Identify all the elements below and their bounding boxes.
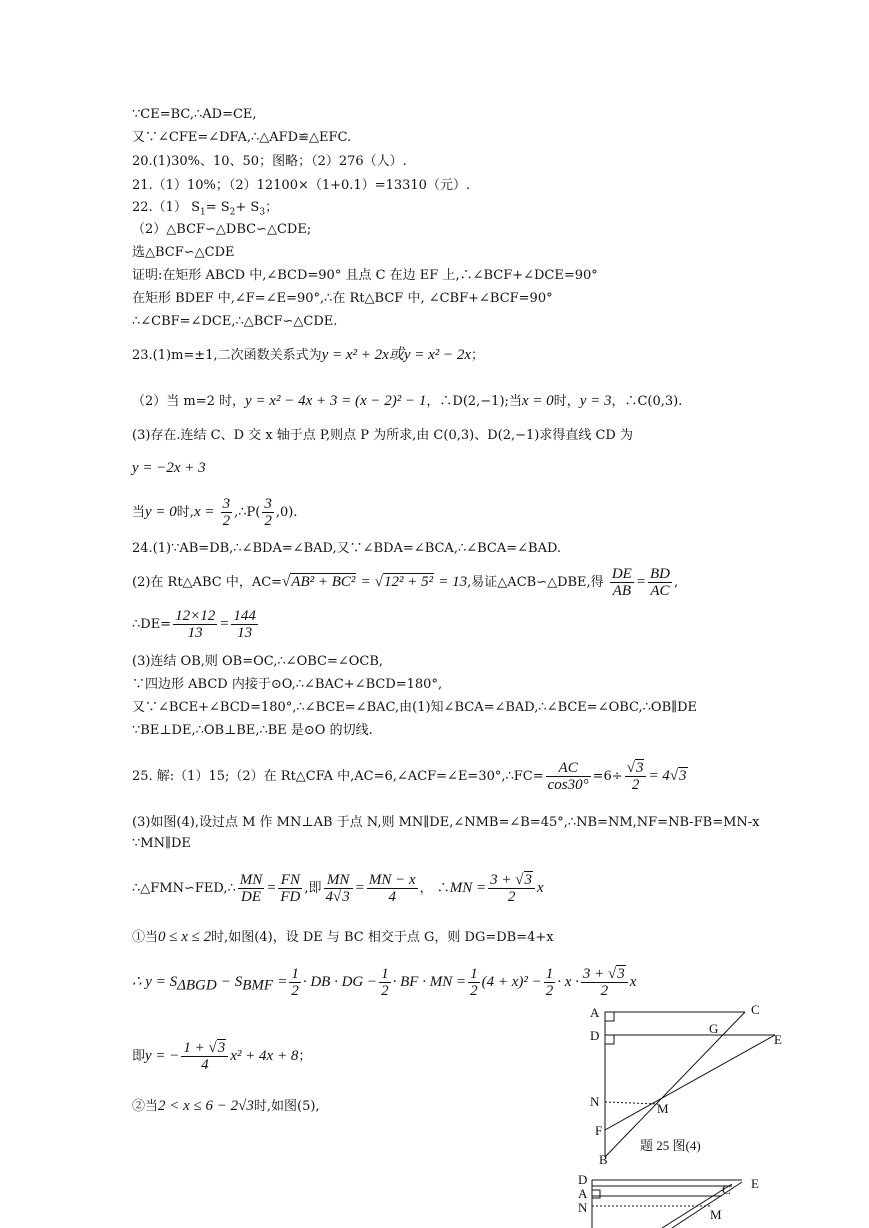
text-segment: 时,如图(5),	[253, 1099, 320, 1114]
fraction: $\frac{DE}{AB}$	[611, 566, 632, 599]
segment-bc	[605, 1012, 745, 1157]
text-line: 即y = − $\frac{1 + √3}{4}$ x² + 4x + 8；	[132, 1040, 312, 1073]
text-segment: 时，	[553, 394, 580, 409]
text-segment: 时,如图(4)，设 DE 与 BC 相交于点 G，则 DG=DB=4+x	[211, 930, 554, 945]
figure-25-4	[585, 1000, 800, 1170]
fraction: $\frac{1}{2}$	[291, 966, 299, 999]
label-c: C	[751, 1002, 760, 1017]
text-line	[132, 199, 278, 222]
text-line: (2)在 Rt△ABC 中，AC=√AB² + BC² = √12² + 5² = 13,易证△ACB∽△DBE,得 $\frac{DE}{AB}$ = $\frac{BD}{AC}$ ,	[132, 566, 679, 599]
text-line: ∴ $y = S_{\Delta BGD} - S_{BMF}$ = $\frac{1}{2}$ · DB · DG − $\frac{1}{2}$ · BF · MN = $\frac{1}{2}$ (4 + x)² − $\frac{1}{2}$ · x · $\frac{3 + √3}{2}$ x	[132, 966, 637, 999]
text-segment: （2）当 m=2 时，	[132, 394, 246, 409]
text-segment: 时,	[176, 505, 194, 520]
text-segment: ,即	[304, 881, 322, 896]
text-line: 选△BCF∽△CDE	[132, 245, 235, 260]
text-segment: ， ∴	[419, 881, 450, 896]
label-g: G	[709, 1021, 719, 1036]
fraction: $\frac{AC}{\cos 30^\circ}$	[547, 760, 589, 793]
fraction: $\frac{3 + √3}{2}$	[581, 966, 628, 999]
text-segment: ②当	[132, 1099, 159, 1114]
text-line: 24.(1)∵AB=DB,∴∠BDA=∠BAD,又∵∠BDA=∠BCA,∴∠BCA=∠BAD.	[132, 541, 562, 556]
label-b: B	[599, 1152, 608, 1167]
fraction: $\frac{MN - x}{4}$	[368, 872, 416, 905]
math-expression: x =	[193, 504, 215, 520]
text-segment: ∴△FMN∽FED,∴	[132, 881, 236, 896]
text-line: （2）△BCF∽△DBC∽△CDE;	[132, 222, 312, 237]
text-line: ∴DE= $\frac{12\times 12}{13}$ = $\frac{144}{13}$	[132, 608, 256, 641]
text-line: (3)连结 OB,则 OB=OC,∴∠OBC=∠OCB,	[132, 654, 384, 669]
text-line: 20.(1)30%、10、50；图略；（2）276（人）.	[132, 154, 407, 169]
math-expression: = 4	[648, 768, 670, 784]
fraction: $\frac{MN}{4√3}$	[324, 872, 353, 905]
label-d: D	[590, 1028, 600, 1043]
text-line: 又∵∠CFE=∠DFA,∴△AFD≌△EFC.	[132, 130, 352, 145]
fraction: $\frac{1}{2}$	[470, 966, 478, 999]
fraction: $\frac{√3}{2}$	[625, 760, 647, 793]
text-segment: ①当	[132, 930, 159, 945]
text-segment: 当	[132, 505, 146, 520]
math-expression: =	[360, 574, 371, 590]
math-expression: 2 < x ≤ 6 − 2√3	[158, 1098, 254, 1114]
text-segment: (2)在 Rt△ABC 中，AC=	[132, 575, 283, 590]
text-line: ∵MN∥DE	[132, 836, 191, 851]
figure-25-5	[572, 1172, 772, 1228]
fraction: $\frac{1}{2}$	[381, 966, 389, 999]
figure-caption: 题 25 图(4)	[640, 1138, 701, 1153]
right-angle-a	[605, 1012, 614, 1021]
text-segment: 22.（1） S	[132, 200, 200, 215]
label-d: D	[578, 1172, 588, 1187]
text-segment: 25. 解:（1）15;（2）在 Rt△CFA 中,AC=6,∠ACF=∠E=30°,∴FC=	[132, 769, 544, 784]
label-f: F	[595, 1123, 603, 1138]
text-line	[132, 459, 206, 478]
math-expression: y = 0	[145, 504, 177, 520]
text-line: ∵四边形 ABCD 内接于⊙O,∴∠BAC+∠BCD=180°,	[132, 677, 443, 692]
text-segment: ,0).	[275, 505, 298, 520]
label-e: E	[774, 1032, 782, 1047]
text-line: 25. 解:（1）15;（2）在 Rt△CFA 中,AC=6,∠ACF=∠E=30°,∴FC= $\frac{AC}{\cos 30^\circ}$ =6÷ $\frac{√3}{2}$ = 4√3	[132, 760, 687, 793]
fraction: $\frac{144}{13}$	[233, 608, 256, 641]
math-expression: √12² + 5²	[374, 574, 434, 590]
text-segment: + S	[235, 200, 260, 215]
text-line	[132, 392, 682, 411]
text-segment: 即	[132, 1049, 146, 1064]
text-line	[132, 346, 484, 365]
math-expression: y = x² + 2x或y = x² − 2x	[321, 347, 472, 363]
label-a: A	[578, 1186, 588, 1201]
text-line: ∴∠CBF=∠DCE,∴△BCF∽△CDE.	[132, 314, 338, 329]
text-line	[132, 1097, 320, 1116]
text-segment: ,易证△ACB∽△DBE,得	[467, 575, 604, 590]
subscript: 2	[229, 207, 236, 218]
math-expression: = 13	[438, 574, 468, 590]
label-m: M	[657, 1101, 669, 1116]
text-line	[132, 928, 554, 947]
segment-fe	[672, 1182, 742, 1228]
label-n: N	[578, 1200, 588, 1215]
math-expression: ∴ y = S	[132, 974, 178, 990]
math-expression: y = −2x + 3	[132, 460, 206, 476]
fraction: $\frac{1}{2}$	[545, 966, 554, 999]
label-m: M	[710, 1207, 722, 1222]
text-line: 又∵∠BCE+∠BCD=180°,∴∠BCE=∠BAC,由(1)知∠BCA=∠BAD,∴∠BCE=∠OBC,∴OB∥DE	[132, 700, 698, 715]
text-line: (3)存在.连结 C、D 交 x 轴于点 P,则点 P 为所求,由 C(0,3)、D(2,−1)求得直线 CD 为	[132, 428, 633, 443]
fraction: $\frac{12\times 12}{13}$	[175, 608, 216, 641]
fraction: $\frac{3}{2}$	[264, 496, 272, 529]
text-segment: ；	[265, 200, 279, 215]
text-line: (3)如图(4),设过点 M 作 MN⊥AB 于点 N,则 MN∥DE,∠NMB=∠B=45°,∴NB=NM,NF=NB-FB=MN-x	[132, 815, 760, 830]
text-line: 21.（1）10%；（2）12100×（1+0.1）=13310（元）.	[132, 178, 471, 193]
text-segment: =6÷	[592, 769, 623, 784]
math-expression: √AB² + BC²	[282, 574, 356, 590]
math-expression: 0 ≤ x ≤ 2	[158, 929, 212, 945]
math-expression: y = x² − 4x + 3 = (x − 2)² − 1	[245, 393, 427, 409]
text-segment: = S	[205, 200, 230, 215]
text-segment: ，∴C(0,3).	[611, 394, 683, 409]
fraction: $\frac{MN}{DE}$	[239, 872, 263, 905]
fraction: $\frac{BD}{AC}$	[649, 566, 670, 599]
label-c: C	[722, 1182, 731, 1197]
segment-nm	[605, 1102, 658, 1104]
label-e: E	[751, 1176, 759, 1191]
label-n: N	[590, 1094, 600, 1109]
text-segment: ；	[471, 348, 485, 363]
text-line: 证明:在矩形 ABCD 中,∠BCD=90° 且点 C 在边 EF 上,∴∠BCF+∠DCE=90°	[132, 268, 598, 283]
text-line: ∵BE⊥DE,∴OB⊥BE,∴BE 是⊙O 的切线.	[132, 723, 373, 738]
math-expression: x = 0	[521, 393, 554, 409]
subscript: 3	[259, 207, 266, 218]
fraction: $\frac{3 + √3}{2}$	[488, 872, 535, 905]
text-segment: ∴DE=	[132, 617, 172, 632]
subscript: 1	[199, 207, 206, 218]
text-line: 在矩形 BDEF 中,∠F=∠E=90°,∴在 Rt△BCF 中, ∠CBF+∠BCF=90°	[132, 291, 553, 306]
text-segment: 23.(1)m=±1,二次函数关系式为	[132, 348, 322, 363]
fraction: $\frac{FN}{FD}$	[280, 872, 301, 905]
text-line: ∵CE=BC,∴AD=CE,	[132, 107, 257, 122]
right-angle-d	[605, 1035, 614, 1044]
text-line	[132, 496, 297, 529]
math-expression: y = −	[145, 1048, 180, 1064]
math-expression: MN =	[449, 880, 487, 896]
fraction: $\frac{3}{2}$	[222, 496, 231, 529]
right-angle-a	[592, 1190, 600, 1198]
math-expression: y = 3	[579, 393, 612, 409]
text-line: ∴△FMN∽FED,∴ $\frac{MN}{DE}$ = $\frac{FN}{FD}$ ,即 $\frac{MN}{4√3}$ = $\frac{MN - x}{4}$ ， ∴MN = $\frac{3 + √3}{2}$ x	[132, 872, 544, 905]
text-segment: ，∴D(2,−1);当	[426, 394, 522, 409]
segment-fe	[605, 1035, 775, 1130]
text-segment: ,∴P(	[234, 505, 261, 520]
label-a: A	[590, 1005, 600, 1020]
fraction: $\frac{1 + √3}{4}$	[181, 1040, 228, 1073]
